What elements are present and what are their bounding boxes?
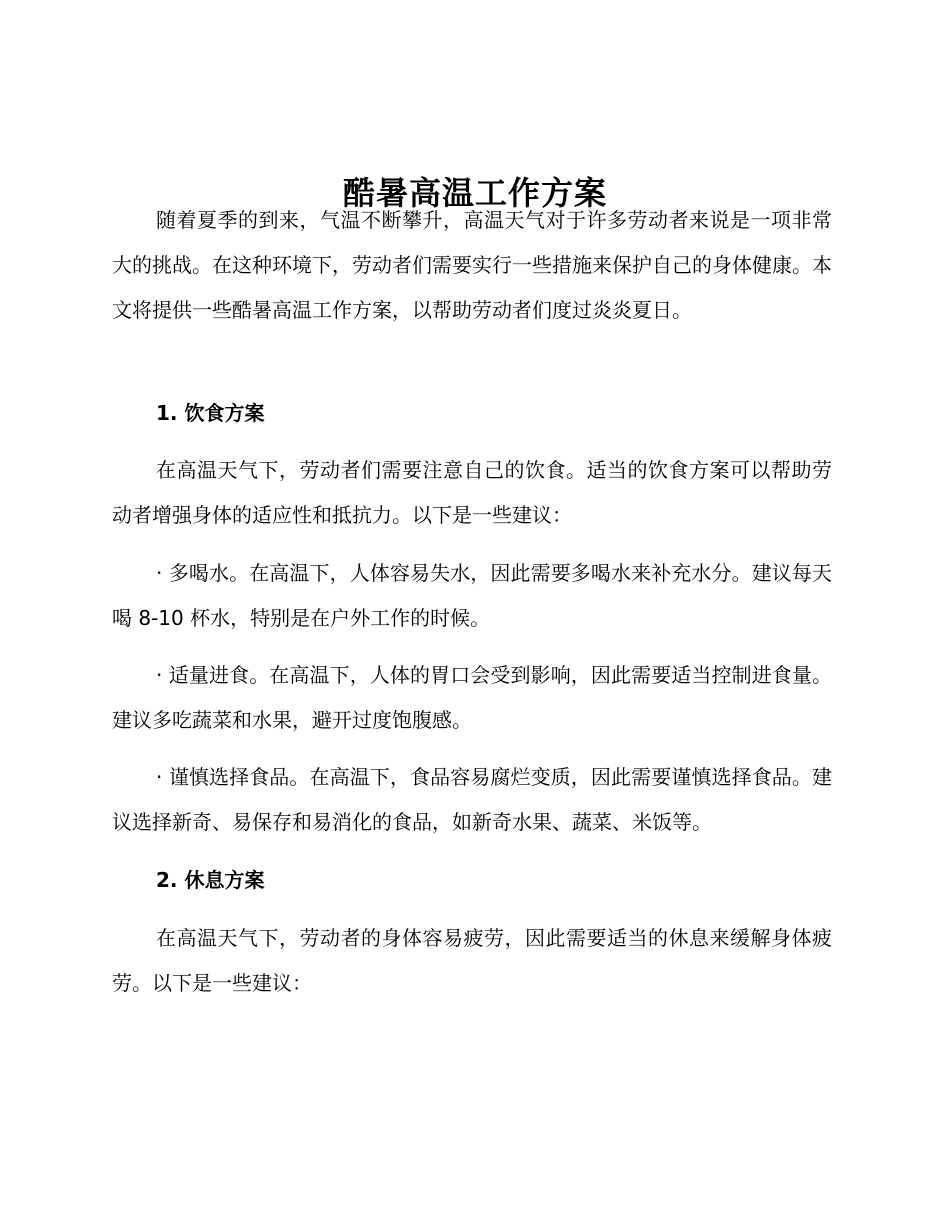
diet-item-food-choice: · 谨慎选择食品。在高温下，食品容易腐烂变质，因此需要谨慎选择食品。建议选择新奇、易保存和易消化的食品，如新奇水果、蔬菜、米饭等。 (112, 765, 832, 834)
section-heading-diet: 1. 饮食方案 (156, 401, 265, 425)
section-diet-intro: 在高温天气下，劳动者们需要注意自己的饮食。适当的饮食方案可以帮助劳动者增强身体的适应性和抵抗力。以下是一些建议： (112, 458, 832, 527)
intro-paragraph: 随着夏季的到来，气温不断攀升，高温天气对于许多劳动者来说是一项非常大的挑战。在这种环境下，劳动者们需要实行一些措施来保护自己的身体健康。本文将提供一些酷暑高温工作方案，以帮助劳动者们度过炎炎夏日。 (112, 208, 832, 322)
diet-item-moderate-eating: · 适量进食。在高温下，人体的胃口会受到影响，因此需要适当控制进食量。建议多吃蔬菜和水果，避开过度饱腹感。 (112, 663, 832, 732)
diet-item-water: · 多喝水。在高温下，人体容易失水，因此需要多喝水来补充水分。建议每天喝 8-10 杯水，特别是在户外工作的时候。 (112, 561, 832, 630)
section-heading-rest: 2. 休息方案 (156, 868, 265, 892)
document-title: 酷暑高温工作方案 (342, 174, 607, 213)
section-rest-intro: 在高温天气下，劳动者的身体容易疲劳，因此需要适当的休息来缓解身体疲劳。以下是一些建议： (112, 926, 832, 995)
